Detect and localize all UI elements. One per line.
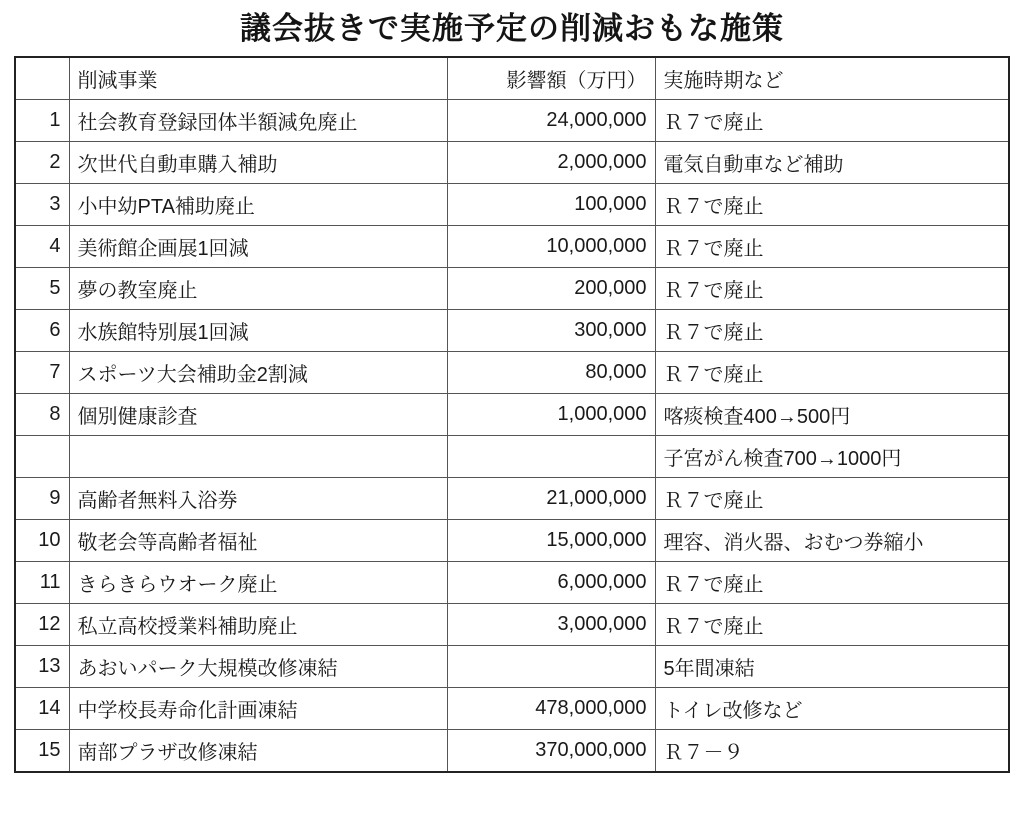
row-number: 5 <box>15 268 69 310</box>
row-number: 7 <box>15 352 69 394</box>
row-name: 南部プラザ改修凍結 <box>69 730 447 773</box>
row-amount: 15,000,000 <box>447 520 655 562</box>
table-row <box>15 436 1009 478</box>
table-header-row <box>15 57 1009 100</box>
row-number: 4 <box>15 226 69 268</box>
row-amount: 24,000,000 <box>447 100 655 142</box>
row-amount <box>447 646 655 688</box>
row-timing: 5年間凍結 <box>655 646 1009 688</box>
column-header-name: 削減事業 <box>69 57 447 100</box>
row-timing: Ｒ７で廃止 <box>655 310 1009 352</box>
row-amount: 10,000,000 <box>447 226 655 268</box>
row-amount: 200,000 <box>447 268 655 310</box>
row-amount: 80,000 <box>447 352 655 394</box>
table-row <box>15 604 1009 646</box>
table-row <box>15 520 1009 562</box>
row-name: きらきらウオーク廃止 <box>69 562 447 604</box>
row-name: 高齢者無料入浴券 <box>69 478 447 520</box>
row-amount: 1,000,000 <box>447 394 655 436</box>
row-timing: 電気自動車など補助 <box>655 142 1009 184</box>
row-timing: 理容、消火器、おむつ券縮小 <box>655 520 1009 562</box>
row-name: 夢の教室廃止 <box>69 268 447 310</box>
table-row <box>15 310 1009 352</box>
row-timing: Ｒ７で廃止 <box>655 184 1009 226</box>
row-number: 15 <box>15 730 69 773</box>
row-name: 美術館企画展1回減 <box>69 226 447 268</box>
row-number: 6 <box>15 310 69 352</box>
row-timing: Ｒ７で廃止 <box>655 352 1009 394</box>
row-number: 8 <box>15 394 69 436</box>
row-name: あおいパーク大規模改修凍結 <box>69 646 447 688</box>
row-amount: 300,000 <box>447 310 655 352</box>
row-timing: Ｒ７で廃止 <box>655 478 1009 520</box>
row-timing: Ｒ７で廃止 <box>655 604 1009 646</box>
row-timing: 喀痰検査400→500円 <box>655 394 1009 436</box>
table-row <box>15 100 1009 142</box>
table-row <box>15 352 1009 394</box>
row-amount: 3,000,000 <box>447 604 655 646</box>
row-number: 13 <box>15 646 69 688</box>
row-name: 小中幼PTA補助廃止 <box>69 184 447 226</box>
row-number <box>15 436 69 478</box>
table-row <box>15 562 1009 604</box>
column-header-no <box>15 57 69 100</box>
row-number: 1 <box>15 100 69 142</box>
row-timing: Ｒ７－９ <box>655 730 1009 773</box>
column-header-amount: 影響額（万円） <box>447 57 655 100</box>
row-amount <box>447 436 655 478</box>
row-timing: Ｒ７で廃止 <box>655 268 1009 310</box>
row-amount: 370,000,000 <box>447 730 655 773</box>
row-amount: 2,000,000 <box>447 142 655 184</box>
table-row <box>15 646 1009 688</box>
row-number: 14 <box>15 688 69 730</box>
row-number: 10 <box>15 520 69 562</box>
row-timing: 子宮がん検査700→1000円 <box>655 436 1009 478</box>
row-name: 個別健康診査 <box>69 394 447 436</box>
row-amount: 6,000,000 <box>447 562 655 604</box>
row-amount: 21,000,000 <box>447 478 655 520</box>
row-name: 社会教育登録団体半額減免廃止 <box>69 100 447 142</box>
table-row <box>15 142 1009 184</box>
table-row <box>15 226 1009 268</box>
row-timing: Ｒ７で廃止 <box>655 562 1009 604</box>
row-name: 私立高校授業料補助廃止 <box>69 604 447 646</box>
row-number: 12 <box>15 604 69 646</box>
row-name: スポーツ大会補助金2割減 <box>69 352 447 394</box>
table-row <box>15 730 1009 773</box>
row-amount: 100,000 <box>447 184 655 226</box>
table-row <box>15 268 1009 310</box>
table-row <box>15 184 1009 226</box>
table-row <box>15 394 1009 436</box>
row-number: 11 <box>15 562 69 604</box>
table-header <box>15 57 1009 100</box>
row-name: 敬老会等高齢者福祉 <box>69 520 447 562</box>
table-row <box>15 478 1009 520</box>
row-number: 3 <box>15 184 69 226</box>
row-timing: Ｒ７で廃止 <box>655 100 1009 142</box>
row-name <box>69 436 447 478</box>
row-timing: トイレ改修など <box>655 688 1009 730</box>
row-number: 9 <box>15 478 69 520</box>
budget-cut-measures-table <box>14 56 1010 773</box>
row-number: 2 <box>15 142 69 184</box>
page-title: 議会抜きで実施予定の削減おもな施策 <box>240 11 784 46</box>
row-amount: 478,000,000 <box>447 688 655 730</box>
row-name: 水族館特別展1回減 <box>69 310 447 352</box>
table-body <box>15 100 1009 773</box>
table-row <box>15 688 1009 730</box>
column-header-timing: 実施時期など <box>655 57 1009 100</box>
row-name: 中学校長寿命化計画凍結 <box>69 688 447 730</box>
row-name: 次世代自動車購入補助 <box>69 142 447 184</box>
row-timing: Ｒ７で廃止 <box>655 226 1009 268</box>
